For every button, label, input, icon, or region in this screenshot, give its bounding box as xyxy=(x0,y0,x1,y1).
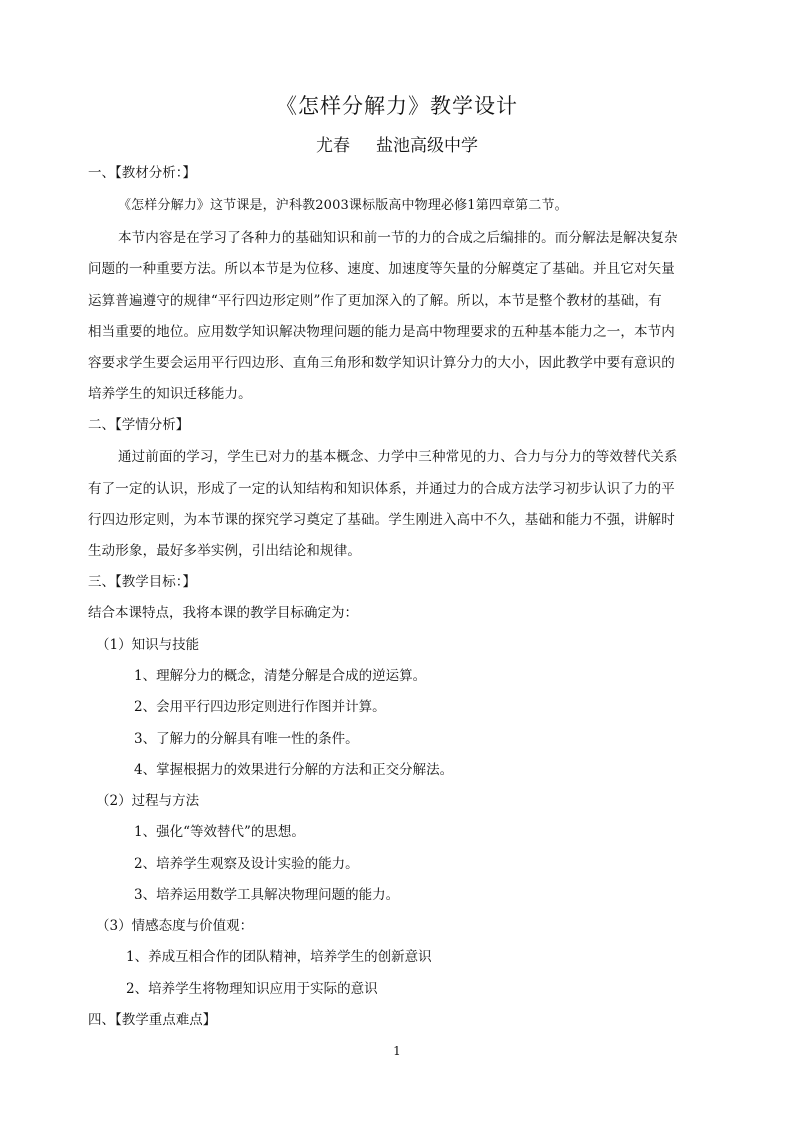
paragraph-line: 本节内容是在学习了各种力的基础知识和前一节的力的合成之后编排的。而分解法是解决复杂 xyxy=(118,230,678,246)
paragraph-line: 通过前面的学习，学生已对力的基本概念、力学中三种常见的力、合力与分力的等效替代关系 xyxy=(118,449,678,465)
list-item: 1、理解分力的概念，清楚分解是合成的逆运算。 xyxy=(134,668,427,684)
paragraph-line: 培养学生的知识迁移能力。 xyxy=(88,386,252,402)
list-item: 2、培养学生观察及设计实验的能力。 xyxy=(134,856,359,872)
paragraph-line: 有了一定的认识，形成了一定的认知结构和知识体系，并通过力的合成方法学习初步认识了力的平 xyxy=(88,481,675,497)
list-item: 3、培养运用数学工具解决物理问题的能力。 xyxy=(134,887,400,903)
section-heading-textbook-analysis: 一、【教材分析：】 xyxy=(88,165,196,181)
goal-heading-attitude: （3）情感态度与价值观： xyxy=(96,918,254,934)
school-name: 盐池高级中学 xyxy=(376,136,478,156)
paragraph-line: 行四边形定则，为本节课的探究学习奠定了基础。学生刚进入高中不久，基础和能力不强，讲解时 xyxy=(88,512,675,528)
goals-intro: 结合本课特点，我将本课的教学目标确定为： xyxy=(88,605,358,621)
author-name: 尤春 xyxy=(316,136,350,156)
document-title: 《怎样分解力》教学设计 xyxy=(276,94,518,118)
page-number: 1 xyxy=(393,1044,401,1058)
list-item: 2、培养学生将物理知识应用于实际的意识 xyxy=(126,981,378,997)
list-item: 3、了解力的分解具有唯一性的条件。 xyxy=(134,731,359,747)
list-item: 1、养成互相合作的团队精神，培养学生的创新意识 xyxy=(126,949,432,965)
author-line xyxy=(0,131,794,156)
goal-heading-process: （2）过程与方法 xyxy=(96,793,200,809)
list-item: 4、掌握根据力的效果进行分解的方法和正交分解法。 xyxy=(134,762,454,778)
list-item: 2、会用平行四边形定则进行作图并计算。 xyxy=(134,699,386,715)
paragraph-line: 相当重要的地位。应用数学知识解决物理问题的能力是高中物理要求的五种基本能力之一，本节内 xyxy=(88,324,675,340)
paragraph-lesson-source: 《怎样分解力》这节课是，沪科教2003课标版高中物理必修1第四章第二节。 xyxy=(118,198,568,213)
section-heading-key-points: 四、【教学重点难点】 xyxy=(88,1012,217,1028)
section-heading-student-analysis: 二、【学情分析】 xyxy=(88,417,190,433)
goal-heading-knowledge: （1）知识与技能 xyxy=(96,637,200,653)
list-item: 1、强化“等效替代”的思想。 xyxy=(134,824,305,840)
paragraph-line: 生动形象，最好多举实例，引出结论和规律。 xyxy=(88,543,361,559)
paragraph-line: 容要求学生要会运用平行四边形、直角三角形和数学知识计算分力的大小，因此教学中要有意识的 xyxy=(88,355,675,371)
section-heading-teaching-goals: 三、【教学目标：】 xyxy=(88,574,196,590)
paragraph-line: 问题的一种重要方法。所以本节是为位移、速度、加速度等矢量的分解奠定了基础。并且它对矢量 xyxy=(88,261,675,277)
paragraph-line: 运算普遍遵守的规律“平行四边形定则”作了更加深入的了解。所以，本节是整个教材的基础，有 xyxy=(88,293,662,309)
